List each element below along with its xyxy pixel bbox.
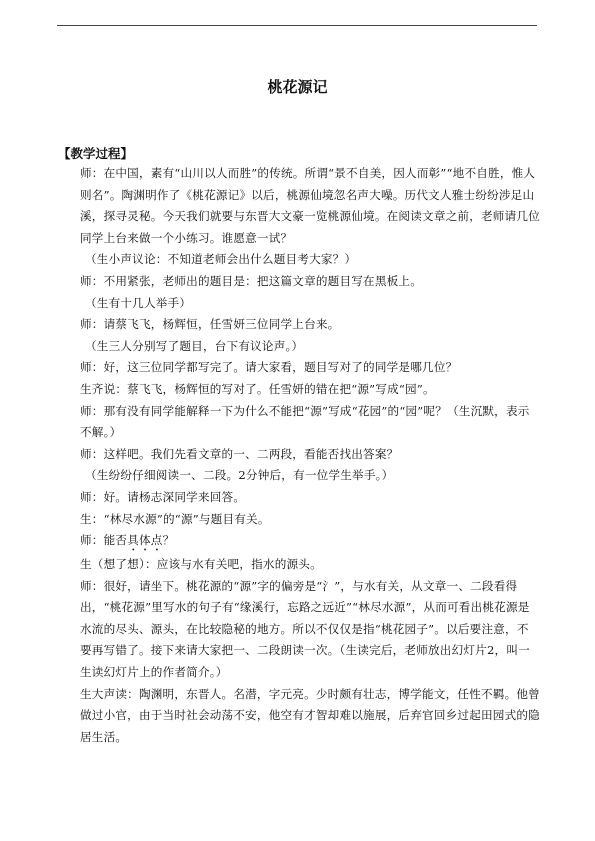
paragraph: 师：好，这三位同学都写完了。请大家看，题目写对了的同学是哪几位？ xyxy=(80,360,458,375)
paragraph: 生大声读：陶渊明，东晋人。名潜，字元亮。少时颇有壮志，博学能文，任性不羁。他曾做过小官，由于当时社会动荡不安，他空有才智却难以施展，后弃官回乡过起田园式的隐居生活。 xyxy=(80,686,540,744)
document-body xyxy=(58,163,540,748)
emphasis-dotted-text: 具体点 xyxy=(127,533,163,548)
paragraph: 生齐说：蔡飞飞，杨辉恒的写对了。任雪妍的错在把“源”写成“园”。 xyxy=(80,381,435,396)
paragraph: 师：不用紧张，老师出的题目是：把这篇文章的题目写在黑板上。 xyxy=(80,273,423,288)
paragraph: 生（想了想）：应该与水有关吧，指水的源头。 xyxy=(80,557,322,572)
paragraph: 生：“林尽水源”的“源”与题目有关。 xyxy=(80,511,270,526)
paragraph: 师：很好，请坐下。桃花源的“源”字的偏旁是“氵”，与水有关，从文章一、二段看得出，“桃花源”里写水的句子有“缘溪行，忘路之远近”“林尽水源”，从而可看出桃花源是水流的尽头、源头，在比较隐秘的地方。所以不仅仅是指“桃花园子”。以后要注意，不要再写错了。接下来请大家把一、二段朗读一次。（生读完后，老师放出幻灯片2，叫一生读幻灯片上的作者简介。） xyxy=(80,578,530,680)
paragraph-stage-note: （生小声议论：不知道老师会出什么题目考大家？） xyxy=(85,252,357,267)
paragraph-suffix: ？ xyxy=(162,533,175,548)
paragraph-stage-note: （生纷纷仔细阅读一、二段。2分钟后，有一位学生举手。） xyxy=(85,468,394,483)
paragraph: 师：这样吧。我们先看文章的一、二两段，看能否找出答案？ xyxy=(80,446,399,461)
paragraph: 师：那有没有同学能解释一下为什么不能把“源”写成“花园”的“园”呢？（生沉默，表示不解。） xyxy=(80,403,530,440)
section-heading: 【教学过程】 xyxy=(58,146,134,161)
paragraph: 师：好。请杨志深同学来回答。 xyxy=(80,489,246,504)
paragraph-stage-note: （生三人分别写了题目，台下有议论声。） xyxy=(85,338,304,353)
document-title: 桃花源记 xyxy=(267,78,328,96)
paragraph xyxy=(58,530,540,554)
paragraph-stage-note: （生有十几人举手） xyxy=(85,295,192,310)
paragraph-prefix: 师：能否 xyxy=(80,533,128,548)
header-rule xyxy=(57,25,537,26)
paragraph: 师：请蔡飞飞，杨辉恒，任雪妍三位同学上台来。 xyxy=(80,317,340,332)
paragraph-intro: 师：在中国，素有“山川以人而胜”的传统。所谓“景不自美，因人而彰”“地不自胜，惟人则名”。陶渊明作了《桃花源记》以后，桃源仙境忽名声大噪。历代文人雅士纷纷涉足山溪，探寻灵秘。今天我们就要与东晋大文豪一览桃源仙境。在阅读文章之前，老师请几位同学上台来做一个小练习。谁愿意一试？ xyxy=(80,166,540,245)
